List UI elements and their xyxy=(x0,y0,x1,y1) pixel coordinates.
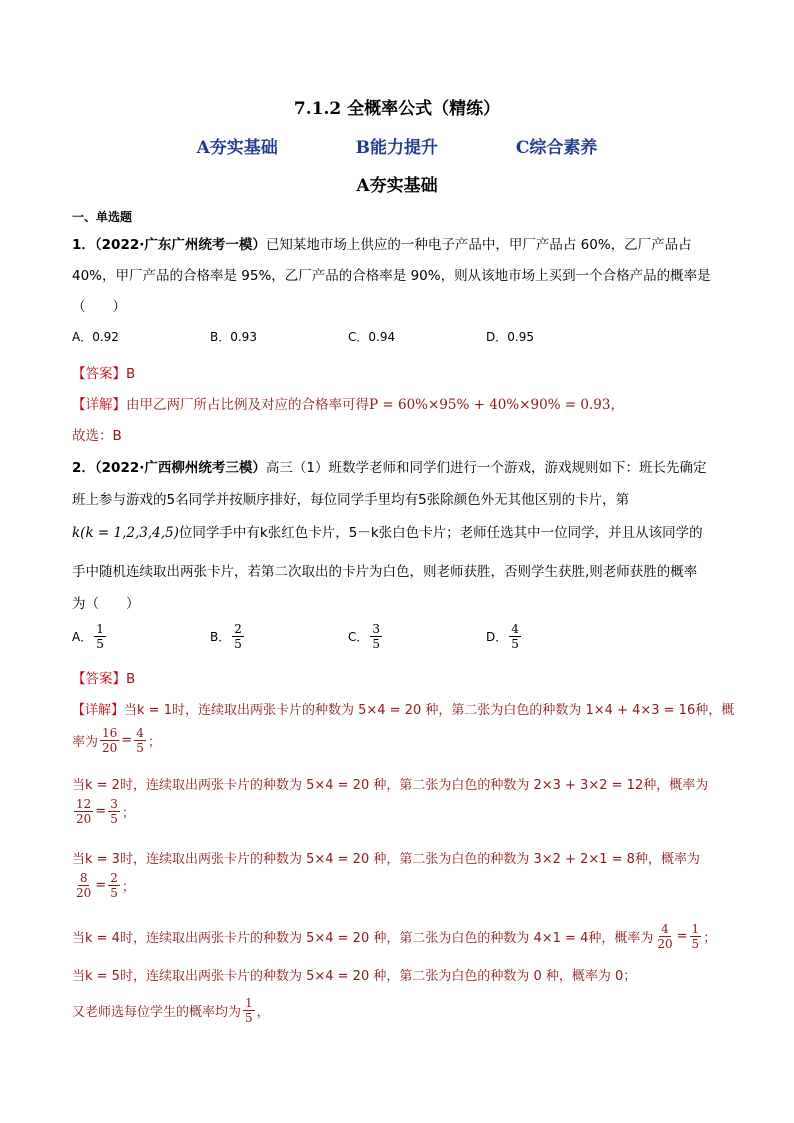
q2-option-d: D． $\frac{4}{5}$ xyxy=(486,622,519,651)
q2-detail-tag: 【详解】 xyxy=(72,703,125,718)
q2-answer-tag: 【答案】 xyxy=(72,671,126,687)
q1-conclusion: 故选：B xyxy=(72,428,122,444)
q1-answer-value: B xyxy=(126,366,136,382)
q2-line1 xyxy=(72,456,706,476)
q2-case-4: 当k = 4时，连续取出两张卡片的种数为 5×4 = 20 种，第二张为白色的种数为 4×1 = 4种，概率为 $\frac{4}{20}$ = $\frac{1}{5}$ ； xyxy=(72,922,717,951)
q2-case-3: 当k = 3时，连续取出两张卡片的种数为 5×4 = 20 种，第二张为白色的种数为 3×2 + 2×1 = 8种，概率为 xyxy=(72,852,700,867)
q1-line3: （ ） xyxy=(72,299,126,315)
q2-case-5: 当k = 5时，连续取出两张卡片的种数为 5×4 = 20 种，第二张为白色的种数为 0 种，概率为 0； xyxy=(72,969,637,984)
q2-line2: 班上参与游戏的5名同学并按顺序排好，每位同学手里均有5张除颜色外无其他区别的卡片，第 xyxy=(72,492,630,508)
q2-option-b: B． $\frac{2}{5}$ xyxy=(210,622,242,651)
q1-detail-tag: 【详解】 xyxy=(72,397,126,413)
page-title: 7.1.2 全概率公式（精练） xyxy=(293,99,501,119)
q1-option-a: A．0.92 xyxy=(72,330,119,344)
q1-answer xyxy=(72,362,135,382)
q2-case-3-fraction: $\frac{8}{20}$ = $\frac{2}{5}$ ； xyxy=(76,871,135,900)
sections-line xyxy=(0,133,794,158)
q2-line3 xyxy=(72,521,703,541)
q2-k-range: k(k = 1,2,3,4,5) xyxy=(72,525,179,541)
q2-line5: 为（ ） xyxy=(72,596,140,612)
q1-text-1: 已知某地市场上供应的一种电子产品中，甲厂产品占 60%，乙厂产品占 xyxy=(265,237,692,253)
q2-text-3: 位同学手中有k张红色卡片，5－k张白色卡片；老师任选其中一位同学，并且从该同学的 xyxy=(178,525,703,541)
q2-case-2: 当k = 2时，连续取出两张卡片的种数为 5×4 = 20 种，第二张为白色的种数为 2×3 + 3×2 = 12种，概率为 xyxy=(72,778,709,793)
q1-answer-tag: 【答案】 xyxy=(72,366,126,382)
section-c-label: C综合素养 xyxy=(515,138,598,158)
q1-detail-formula: P = 60%×95% + 40%×90% = 0.93， xyxy=(369,397,624,413)
q2-case-2-fraction: $\frac{12}{20}$ = $\frac{3}{5}$ ； xyxy=(76,797,135,826)
q2-answer-value: B xyxy=(126,671,136,687)
q1-source: （2022·广东广州统考一模） xyxy=(94,237,266,253)
q1-option-c: C．0.94 xyxy=(348,330,396,344)
q2-option-c: C． $\frac{3}{5}$ xyxy=(348,622,381,651)
q1-option-b: B．0.93 xyxy=(210,330,257,344)
q2-final-line: 又老师选每位学生的概率均为 $\frac{1}{5}$ ， xyxy=(72,996,270,1025)
part-label: 一、单选题 xyxy=(72,210,133,224)
q2-text-1: 高三（1）班数学老师和同学们进行一个游戏，游戏规则如下：班长先确定 xyxy=(265,460,707,476)
q2-case-1 xyxy=(72,699,734,718)
q1-number: 1． xyxy=(72,237,95,253)
q2-answer xyxy=(72,667,135,687)
section-heading: A夯实基础 xyxy=(356,176,438,196)
q2-number: 2． xyxy=(72,460,95,476)
q1-detail xyxy=(72,393,624,413)
section-b-label: B能力提升 xyxy=(355,138,439,158)
q2-case-1-text: 当k = 1时，连续取出两张卡片的种数为 5×4 = 20 种，第二张为白色的种数为 1×4 + 4×3 = 16种，概 xyxy=(124,703,735,718)
q2-case-1-cont: 率为 $\frac{16}{20}$ = $\frac{4}{5}$ ； xyxy=(72,726,161,755)
section-a-label: A夯实基础 xyxy=(196,138,278,158)
q1-option-d: D．0.95 xyxy=(486,330,534,344)
q2-source: （2022·广西柳州统考三模） xyxy=(94,460,266,476)
q1-line1 xyxy=(72,233,692,253)
q2-line4: 手中随机连续取出两张卡片，若第二次取出的卡片为白色，则老师获胜，否则学生获胜,则老师获胜的概率 xyxy=(72,564,698,580)
q1-line2: 40%，甲厂产品的合格率是 95%，乙厂产品的合格率是 90%，则从该地市场上买到一个合格产品的概率是 xyxy=(72,268,711,284)
q1-detail-text: 由甲乙两厂所占比例及对应的合格率可得 xyxy=(126,397,369,413)
q2-option-a: A． $\frac{1}{5}$ xyxy=(72,622,104,651)
